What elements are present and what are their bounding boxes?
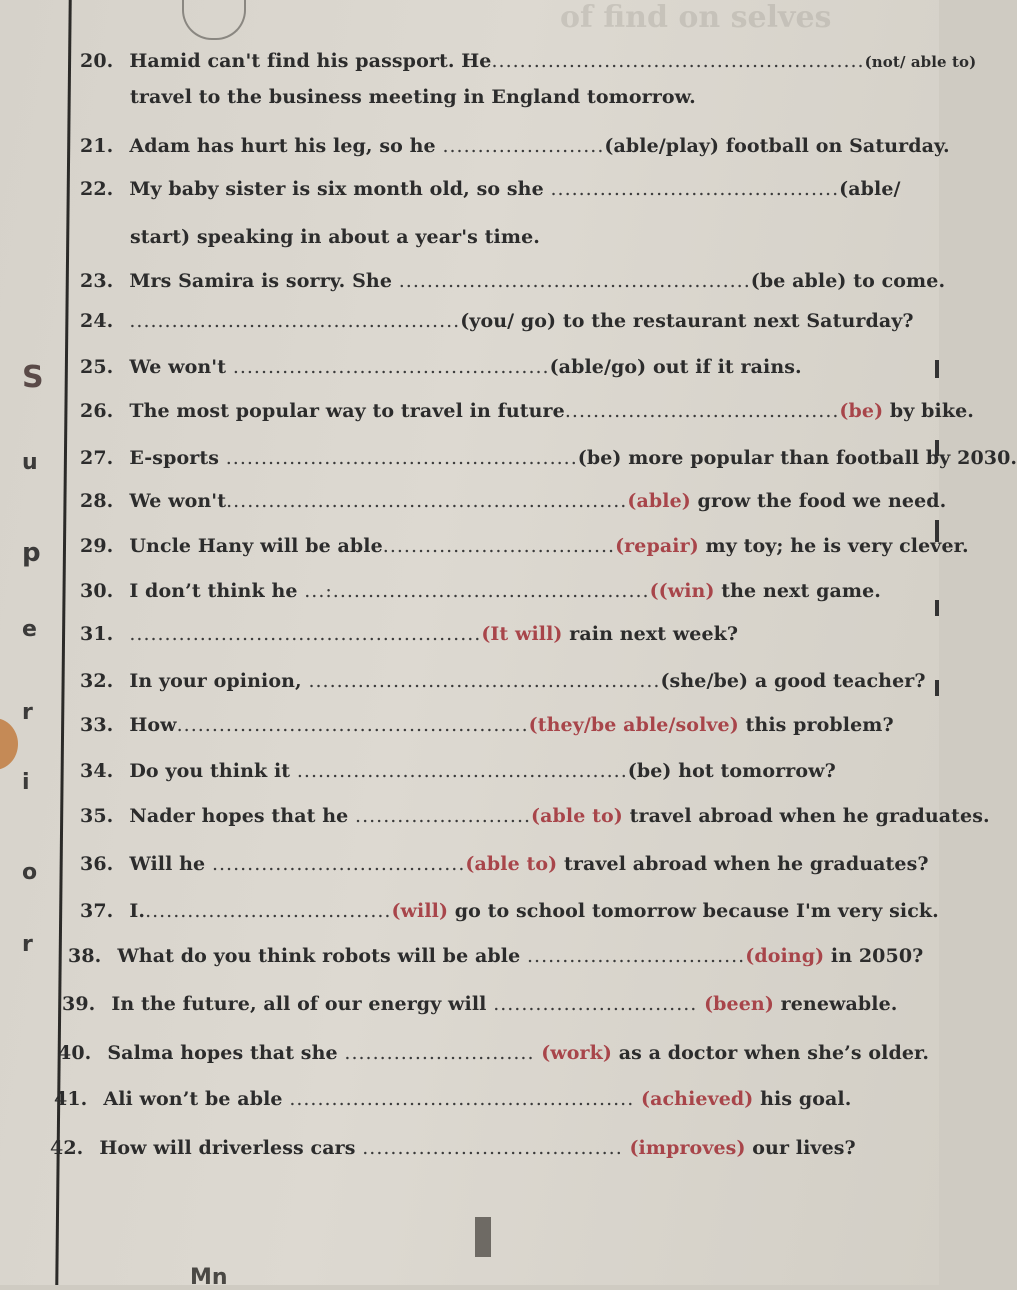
question-number: 27. <box>80 447 113 469</box>
question-34 <box>80 760 836 782</box>
question-31 <box>80 623 738 645</box>
answer-blank[interactable]: ......................... <box>355 805 531 827</box>
question-text: Hamid can't find his passport. He <box>129 50 491 72</box>
question-text-end: his goal. <box>753 1088 851 1110</box>
verb-hint: (able/go) <box>550 356 647 378</box>
question-38 <box>68 945 923 967</box>
right-edge-mark <box>935 600 939 616</box>
answer-blank[interactable]: ................................... <box>145 900 391 922</box>
question-text: start) speaking in about a year's time. <box>130 226 540 248</box>
page-number: Mn <box>190 1265 228 1290</box>
answer-blank[interactable]: ............................................... <box>297 760 628 782</box>
answer-blank[interactable]: ..................................................... <box>492 50 865 72</box>
question-25 <box>80 356 802 378</box>
verb-hint: (they/be able/solve) <box>529 714 739 736</box>
background-ghost-text: of find on selves <box>560 0 831 35</box>
question-number: 21. <box>80 135 113 157</box>
question-26 <box>80 400 974 422</box>
question-23 <box>80 270 945 292</box>
verb-hint: (you/ go) <box>460 310 556 332</box>
question-number: 25. <box>80 356 113 378</box>
question-27 <box>80 447 1017 469</box>
question-text-end: in 2050? <box>824 945 923 967</box>
question-text: Nader hopes that he <box>129 805 348 827</box>
question-text: Salma hopes that she <box>107 1042 337 1064</box>
verb-hint: (be) <box>578 447 622 469</box>
question-22-continued <box>130 226 540 248</box>
question-number: 40. <box>58 1042 91 1064</box>
side-letter-r: r <box>22 700 33 725</box>
answer-blank[interactable]: ............................................. <box>233 356 550 378</box>
question-22 <box>80 178 901 200</box>
question-28 <box>80 490 946 512</box>
question-text: Ali won’t be able <box>103 1088 282 1110</box>
question-29 <box>80 535 969 557</box>
verb-hint: (work) <box>541 1042 612 1064</box>
question-text: How will driverless cars <box>99 1137 355 1159</box>
side-letter-s: S <box>22 360 44 395</box>
verb-hint: (doing) <box>745 945 824 967</box>
answer-blank[interactable]: .................................................. <box>226 447 578 469</box>
verb-hint: (not/ able to) <box>865 53 977 71</box>
question-text: We won't <box>129 490 226 512</box>
question-number: 20. <box>80 50 113 72</box>
question-number: 32. <box>80 670 113 692</box>
verb-hint: (repair) <box>615 535 699 557</box>
question-number: 34. <box>80 760 113 782</box>
verb-hint: (able to) <box>531 805 623 827</box>
answer-blank[interactable]: ............................................... <box>129 310 460 332</box>
question-text: travel to the business meeting in England tomorrow. <box>130 86 696 108</box>
question-text-end: rain next week? <box>563 623 739 645</box>
question-text: We won't <box>129 356 226 378</box>
question-text: What do you think robots will be able <box>117 945 520 967</box>
question-text-end: grow the food we need. <box>691 490 947 512</box>
verb-hint: (she/be) <box>660 670 748 692</box>
question-text: In the future, all of our energy will <box>111 993 486 1015</box>
answer-blank[interactable]: ....................... <box>442 135 604 157</box>
answer-blank[interactable]: ................................................. <box>289 1088 634 1110</box>
answer-blank[interactable]: .................................................. <box>399 270 751 292</box>
answer-blank[interactable]: ......................................... <box>550 178 839 200</box>
question-text-end: the next game. <box>715 580 881 602</box>
question-number: 36. <box>80 853 113 875</box>
question-39 <box>62 993 898 1015</box>
answer-blank[interactable]: ..................................... <box>362 1137 622 1159</box>
question-text-end: more popular than football by 2030. <box>622 447 1017 469</box>
question-text-end: hot tomorrow? <box>672 760 836 782</box>
side-letter-i: i <box>22 770 30 795</box>
verb-hint: (be able) <box>751 270 847 292</box>
verb-hint: (able/play) football on Saturday. <box>604 135 949 157</box>
answer-blank[interactable]: .................................................. <box>308 670 660 692</box>
verb-hint: (achieved) <box>641 1088 753 1110</box>
verb-hint: ((win) <box>650 580 715 602</box>
side-letter-e: e <box>22 617 37 642</box>
question-30 <box>80 580 881 602</box>
question-40 <box>58 1042 929 1064</box>
question-24 <box>80 310 914 332</box>
question-number: 26. <box>80 400 113 422</box>
question-text-end: a good teacher? <box>748 670 925 692</box>
question-text-end: to come. <box>847 270 946 292</box>
question-text-end: my toy; he is very clever. <box>699 535 969 557</box>
verb-hint: (be) <box>628 760 672 782</box>
question-text-end: go to school tomorrow because I'm very sick. <box>448 900 939 922</box>
question-number: 33. <box>80 714 113 736</box>
verb-hint: (able/ <box>839 178 900 200</box>
side-letter-r: r <box>22 932 33 957</box>
bookmark-tab <box>475 1217 491 1257</box>
question-text-end: this problem? <box>739 714 894 736</box>
question-21 <box>80 135 950 157</box>
question-number: 30. <box>80 580 113 602</box>
answer-blank[interactable]: .................................... <box>212 853 465 875</box>
answer-blank[interactable]: ............................... <box>527 945 745 967</box>
question-text: The most popular way to travel in future <box>129 400 565 422</box>
question-number: 22. <box>80 178 113 200</box>
verb-hint: (improves) <box>629 1137 745 1159</box>
answer-blank[interactable]: .................................................. <box>129 623 481 645</box>
question-number: 24. <box>80 310 113 332</box>
question-text-end: our lives? <box>746 1137 856 1159</box>
verb-hint: (will) <box>391 900 448 922</box>
question-35 <box>80 805 990 827</box>
question-33 <box>80 714 894 736</box>
question-20 <box>80 50 976 72</box>
answer-blank[interactable]: ......................................................... <box>226 490 627 512</box>
question-number: 39. <box>62 993 95 1015</box>
verb-hint: (been) <box>704 993 774 1015</box>
question-text: Adam has hurt his leg, so he <box>129 135 435 157</box>
question-number: 29. <box>80 535 113 557</box>
question-text-end: by bike. <box>883 400 974 422</box>
question-36 <box>80 853 929 875</box>
question-number: 23. <box>80 270 113 292</box>
question-text: How <box>129 714 176 736</box>
side-letter-p: p <box>22 538 41 568</box>
answer-blank[interactable]: ................................. <box>383 535 615 557</box>
left-edge-tab <box>0 718 18 770</box>
question-37 <box>80 900 939 922</box>
question-text: In your opinion, <box>129 670 301 692</box>
question-number: 31. <box>80 623 113 645</box>
answer-blank[interactable]: ....................................... <box>565 400 840 422</box>
side-letter-u: u <box>22 450 38 475</box>
question-number: 38. <box>68 945 101 967</box>
question-32 <box>80 670 926 692</box>
top-swirl-decoration <box>182 0 246 40</box>
answer-blank[interactable]: ...:............................................. <box>304 580 649 602</box>
question-text: E-sports <box>129 447 219 469</box>
question-text: Do you think it <box>129 760 290 782</box>
question-text-end: renewable. <box>774 993 898 1015</box>
right-edge-mark <box>935 680 939 696</box>
question-text-end: as a doctor when she’s older. <box>612 1042 929 1064</box>
question-number: 42. <box>50 1137 83 1159</box>
question-number: 37. <box>80 900 113 922</box>
question-number: 35. <box>80 805 113 827</box>
side-letter-o: o <box>22 860 37 885</box>
answer-blank[interactable]: ........................... <box>344 1042 534 1064</box>
verb-hint: (It will) <box>481 623 562 645</box>
question-text-end: out if it rains. <box>646 356 801 378</box>
question-text-end: travel abroad when he graduates? <box>557 853 928 875</box>
question-41 <box>54 1088 851 1110</box>
question-42 <box>50 1137 856 1159</box>
verb-hint: (be) <box>839 400 883 422</box>
verb-hint: (able to) <box>465 853 557 875</box>
question-text: Will he <box>129 853 205 875</box>
question-text-end: travel abroad when he graduates. <box>623 805 990 827</box>
question-text: I don’t think he <box>129 580 297 602</box>
verb-hint: (able) <box>627 490 690 512</box>
question-text-end: to the restaurant next Saturday? <box>556 310 914 332</box>
question-number: 28. <box>80 490 113 512</box>
question-text: My baby sister is six month old, so she <box>129 178 543 200</box>
question-number: 41. <box>54 1088 87 1110</box>
question-text: I. <box>129 900 145 922</box>
answer-blank[interactable]: .................................................. <box>177 714 529 736</box>
question-text: Uncle Hany will be able <box>129 535 382 557</box>
answer-blank[interactable]: ............................. <box>493 993 697 1015</box>
right-edge-mark <box>935 360 939 378</box>
question-20-continued <box>130 86 696 108</box>
question-text: Mrs Samira is sorry. She <box>129 270 392 292</box>
